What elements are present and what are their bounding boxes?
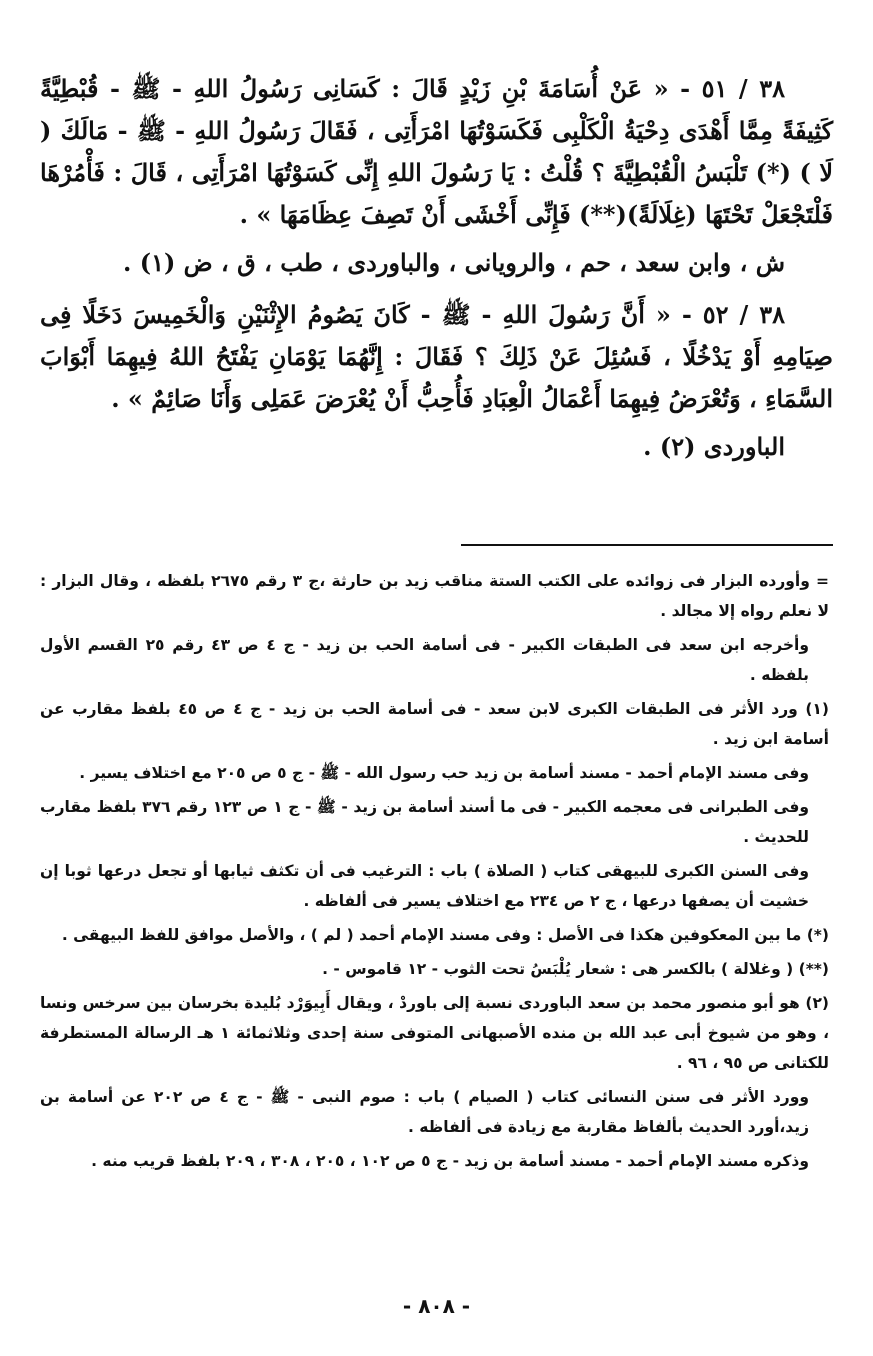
footnotes <box>40 566 829 1180</box>
hadith-51-sources: ش ، وابن سعد ، حم ، والرويانى ، والباوردى ، طب ، ق ، ض (١) . <box>123 248 785 277</box>
hadith-52-sources: الباوردى (٢) . <box>643 432 785 461</box>
footnote-paragraph: وفى السنن الكبرى للبيهقى كتاب ( الصلاة ) باب : الترغيب فى أن تكثف ثيابها أو تجعل درعها ثوبا إن خشيت أن يصفها درعها ، ج ٢ ص ٢٣٤ مع اختلاف يسير فى ألفاظه . <box>40 862 809 910</box>
footnote-paragraph: وذكره مسند الإمام أحمد - مسند أسامة بن زيد - ج ٥ ص ١٠٢ ، ٢٠٥ ، ٣٠٨ ، ٢٠٩ بلفظ قريب منه . <box>91 1152 809 1170</box>
footnote-star: (*) ما بين المعكوفين هكذا فى الأصل : وفى مسند الإمام أحمد ( لم ) ، والأصل موافق للفظ البيهقى . <box>61 926 829 944</box>
footnote-2: (٢) هو أبو منصور محمد بن سعد الباوردى نسبة إلى باوردْ ، ويقال أَبِيوَرْد بُليدة بخرسان بين سرخس ونسا ، وهو من شيوخ أبى عبد الله بن منده الأصبهانى المتوفى سنة إحدى وثلاثمائة ١ هـ الرسالة المستطرفة للكتانى ص ٩٥ ، ٩٦ . <box>40 994 829 1072</box>
footnote-divider <box>461 544 833 546</box>
footnote-double-star: (**) ( وغلالة ) بالكسر هى : شعار يُلْبَسُ تحت الثوب - ١٢ قاموس - . <box>322 960 829 978</box>
footnote-paragraph: وأخرجه ابن سعد فى الطبقات الكبير - فى أسامة الحب بن زيد - ج ٤ ص ٤٣ رقم ٢٥ القسم الأول بلفظه . <box>40 636 809 684</box>
page-number: - ٨٠٨ - <box>402 1294 471 1318</box>
footnote-paragraph: وفى الطبرانى فى معجمه الكبير - فى ما أسند أسامة بن زيد - ﷺ - ج ١ ص ١٢٣ رقم ٣٧٦ بلفظ مقارب للحديث . <box>40 798 809 846</box>
footnote-continuation: = وأورده البزار فى زوائده على الكتب الستة مناقب زيد بن حارثة ،ج ٣ رقم ٢٦٧٥ بلفظه ، وقال البزار : لا نعلم رواه إلا مجالد . <box>40 572 829 620</box>
hadith-52: ٣٨ / ٥٢ - « أَنَّ رَسُولَ اللهِ - ﷺ - كَانَ يَصُومُ الإِثْنَيْنِ وَالْخَمِيسَ دَخَلًا فِى صِيَامِهِ أَوْ يَدْخُلًا ، فَسُئِلَ عَنْ ذَلِكَ ؟ فَقَالَ : إِنَّهُمَا يَوْمَانِ يَفْتَحُ اللهُ فِيهِمَا أَبْوَابَ السَّمَاءِ ، وَتُعْرَضُ فِيهِمَا أَعْمَالُ الْعِبَادِ فَأُحِبُّ أَنْ يُعْرَضَ عَمَلِى وَأَنَا صَائِمٌ » . <box>40 300 833 413</box>
main-text <box>40 68 833 478</box>
footnote-1: (١) ورد الأثر فى الطبقات الكبرى لابن سعد - فى أسامة الحب بن زيد - ج ٤ ص ٤٥ بلفظ مقارب عن أسامة ابن زيد . <box>40 700 829 748</box>
footnote-paragraph: وورد الأثر فى سنن النسائى كتاب ( الصيام ) باب : صوم النبى - ﷺ - ج ٤ ص ٢٠٢ عن أسامة بن زيد،أورد الحديث بألفاظ مقاربة مع زيادة فى ألفاظه . <box>40 1088 809 1136</box>
footnote-paragraph: وفى مسند الإمام أحمد - مسند أسامة بن زيد حب رسول الله - ﷺ - ج ٥ ص ٢٠٥ مع اختلاف يسير . <box>79 764 809 782</box>
hadith-51: ٣٨ / ٥١ - « عَنْ أُسَامَةَ بْنِ زَيْدٍ قَالَ : كَسَانِى رَسُولُ اللهِ - ﷺ - قُبْطِيَّةً كَثِيفَةً مِمَّا أَهْدَى دِحْيَةُ الْكَلْبِى فَكَسَوْتُهَا امْرَأَتِى ، فَقَالَ رَسُولُ اللهِ - ﷺ - مَالَكَ ( لَا ) (*) تَلْبَسُ الْقُبْطِيَّةَ ؟ قُلْتُ : يَا رَسُولَ اللهِ إِنِّى كَسَوْتُهَا امْرَأَتِى ، قَالَ : فَأْمُرْهَا فَلْتَجْعَلْ تَحْتَهَا (غِلَالَةً)(**) فَإِنِّى أَخْشَى أَنْ تَصِفَ عِظَامَهَا » . <box>40 74 833 229</box>
